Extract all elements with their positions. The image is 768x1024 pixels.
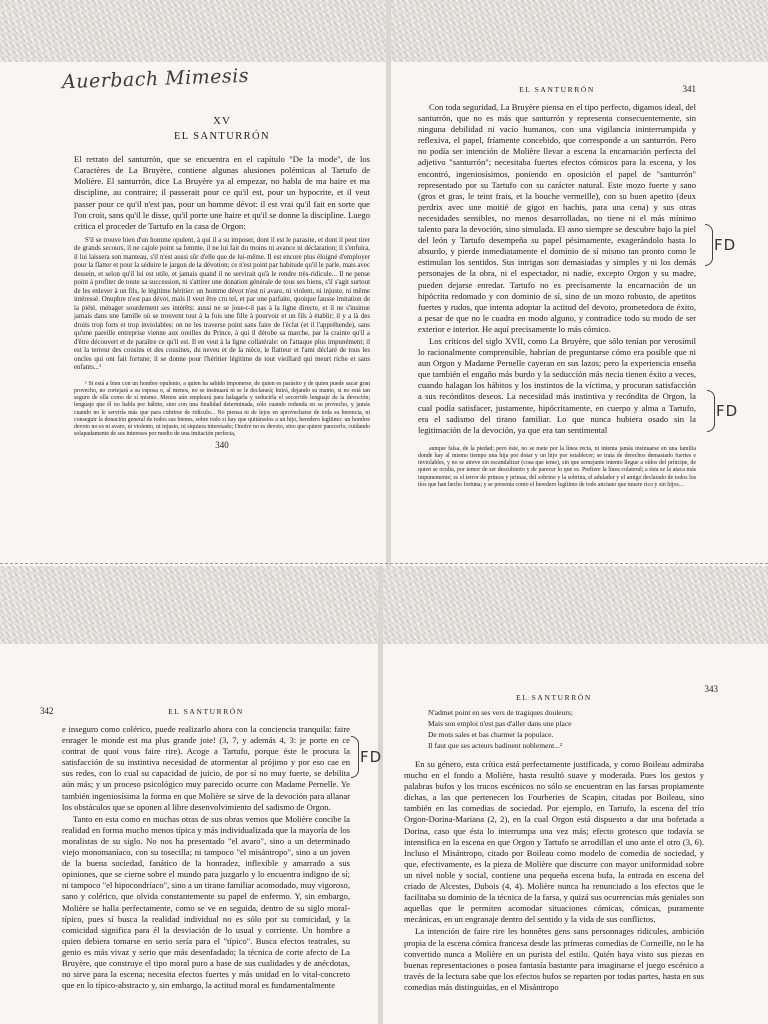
paragraph: El retrato del santurrón, que se encuentra en el capítulo "De la mode", de los Caractères de La Bruyère, contiene algunas alusiones polémicas al Tartufo de Molière. El santurrón, dice La Bruyère ya al empezar, no habla de ma haire et ma discipline, au contraire; il passerait pour ce qu'il est, pour un hypocrite, et il veut passer pour ce qu'il n'est pas, pour un homme dévot: il est vrai qu'il fait en sorte que l'on croit, sans qu'il le disse, qu'il porte une haire et qu'il se donne la discipline. Luego critica el proceder de Tartufo en la casa de Orgon: xyxy=(74,154,370,231)
page-number: 341 xyxy=(682,84,696,94)
page-340 xyxy=(74,116,370,452)
running-head: EL SANTURRÓN xyxy=(516,693,592,702)
paragraph: La intención de faire rire les honnêtes gens sans personnages ridicules, ambición propia de la escena cómica francesa desde las primeras comedias de Corneille, no le ha convertido nunca a Molière en un purista del estilo. Quién haya visto sus piezas en buenas representaciones o posea fantasía bastante para imaginarse el juego escénico a través de la lectura sabe que los efectos bufos se reparten por todas partes, hasta en sus comedias más distinguidas, en el Misántropo xyxy=(404,926,704,992)
running-head: EL SANTURRÓN xyxy=(168,707,244,716)
page-341 xyxy=(418,84,696,490)
margin-note: FD xyxy=(714,236,737,254)
page-number: 340 xyxy=(215,440,229,451)
book-gutter xyxy=(386,0,391,566)
page-number: 343 xyxy=(704,684,718,694)
page-header xyxy=(40,706,350,718)
margin-note: FD xyxy=(360,748,383,766)
page-header xyxy=(404,684,718,704)
paragraph: En su género, esta crítica está perfectamente justificada, y como Boileau admiraba mucho en el fondo a Molière, hasta resultó suave y moderada. Pues los gestos y palabras bufos y los trucos escénicos no sólo se encuentran en las farsas propiamente dichas, a las que pertenecen los Fourberies de Scapin, citadas por Boileau, sino también en las comedias de sociedad. Por ejemplo, en Tartufo, la escena del trío Orgon-Dorina-Mariana (2, 2), en la cual Orgon está dispuesto a dar una bofetada a Dorina, caso que ésta lo interrumpa una vez más; efecto grotesco que todavía se intensifica en la escena en que Orgon y Tartufo se arrodillan el uno ante el otro (3, 6). Incluso el Misántropo, citado por Boileau como modelo de comedia de sociedad, y que, efectivamente, es la pieza de Molière que discurre con mayor uniformidad sobre un nivel noble y social, contiene una pequeña escena bufa, la entrada en escena del criado de Alcestes, Dubois (4, 4). Molière nunca ha renunciado a los efectos que le facilitaba su dominio de la técnica de la farsa, y quizá sus ocurrencias más geniales son aquellas que le permiten acomodar situaciones cómicas, cómicas, puramente mecánicas, en un engranaje dentro del sentido y la vida de sus conflictos. xyxy=(404,759,704,925)
margin-note: FD xyxy=(716,402,739,420)
verse-line: De mots sales et bas charmer la populace. xyxy=(428,730,554,739)
scan-noise-middle xyxy=(0,566,768,644)
chapter-title: EL SANTURRÓN xyxy=(173,131,271,143)
page-343 xyxy=(404,684,718,994)
paragraph: e inseguro como colérico, puede realizarlo ahora con la conciencia tranquila: faire enrager le monde est ma plus grande joie! (3, 7, y además 4, 3: je porte en ce contrat de quoi vous faire rire). Acoge a Tartufo, porque éste le procura la satisfacción de su instintiva necesidad de atormentar al prójimo y por eso cae en sus redes, con lo cual su capacidad de juicio, de por sí no muy fuerte, se debilita aún más; y un proceso psicológico muy parecido ocurre con Madame Pernelle. Ye también ingeniosísima la forma en que Molière se sirve de la devoción para allanar los obstáculos que se oponen al libre desenvolvimiento del sadismo de Orgon. xyxy=(62,724,350,812)
footnote: aunque falsa, de la piedad; pero éste, no se mete por la línea recta, ni intenta jamás insinuarse en una familia donde hay al mismo tiempo una hija por dotar y un hijo por establecer; se trata de derechos demasiado fuertes e inviolables, y no se atreve sin escandalizar (cosa que teme), sin que semejante intento llegue a oídos del príncipe, de quien se oculta, por temor de ser descubierto y de parecer lo que es. Prefiere la línea colateral; a ésta se la ataca más impunemente; es el terror de primos y primas, del sobrino y la sobrina, el adulador y el amigo declarado de todos los tíos que han hecho fortuna; y se presenta como el heredero legítimo de todo anciano que muere rico y sin hijos... xyxy=(418,445,696,488)
sheet-divider xyxy=(0,563,768,564)
page-number: 342 xyxy=(40,706,54,716)
paragraph: Tanto en esta como en muchas otras de sus obras vemos que Molière concibe la realidad en forma mucho menos típica y más individualizada que la mayoría de los moralistas de su siglo. No nos ha presentado "el avaro", sino a un determinado viejo monomaníaco, con su tosecilla; ni tampoco "el misántropo", sino a un joven de la buena sociedad, fanático de la honradez, inflexible y amarrado a sus opiniones, que se cierne sobre el mundo para juzgarlo y lo encuentra indigno de sí; ni tampoco "el hipocondríaco", sino a un tirano familiar acomodado, muy vigoroso, sano y colérico, que olvida constantemente su papel de enfermo. Y, sin embargo, Molière se halla perfectamente, como se ve en seguida, dentro de su siglo moral-típico, pues sí busca la realidad individual no es sólo por su comicidad, y la comicidad significa para él la desviación de lo usual y corriente. Un hombre a quien debiera tomarse en serio sería para el "típico". Busca efectos teatrales, su genio es más vivaz y serio que más desenfadado; la técnica de corte afecto de La Bruyère, que construye el tipo moral puro a base de sus cualidades y de anécdotas, no sirve para la escena; necesita efectos fuertes y más unidad en lo vital-concreto que en lo típico-abstracto y, sin embargo, la actitud moral es fundamentalmente xyxy=(62,813,350,991)
footnote: ¹ Si está a bien con un hombre opulento, a quien ha sabido imponerse, de quien es parásito y de quien puede sacar gran provecho, no cortejará a su esposa o, al menos, no se insinuará ni se le declarará; huirá, dejando su manto, si no está tan seguro de ella como de sí mismo. Menos aún empleará para halagarla y seducirla el socorrido lenguaje de la devoción; lenguaje que él no habla por hábito, sino con una finalidad determinada, sólo cuando redunda en su provecho, y jamás cuando no le serviría más que para cubrirse de ridículo... No piensa ni de lejos en aprovecharse de toda su herencia, ni conseguir la donación general de todos sus bienes, sobre todo si hay que quitárselos a un hijo, heredero legítimo: un hombre devoto no es ni avaro, ni violento, ni injusto, ni siquiera interesado; Onofre no es devoto, sino que quiere parecerlo, cuidando solapadamente de sus intereses por medio de una imitación perfecta, xyxy=(74,380,370,438)
chapter-number: XV xyxy=(213,115,231,127)
verse-line: Mais son emploi n'est pas d'aller dans une place xyxy=(428,719,572,728)
page-header xyxy=(418,84,696,96)
running-head: EL SANTURRÓN xyxy=(519,85,595,94)
book-gutter xyxy=(378,566,383,1024)
verse-line: Il faut que ses acteurs badinent noblement...² xyxy=(428,741,563,750)
paragraph: Los críticos del siglo XVII, como La Bruyère, que sólo tenían por verosímil lo racionalmente comprensible, habrían de preguntarse cómo era posible que ni aun Orgon y Madame Pernelle cayeran en sus lazos; pero la experiencia enseña que también el engaño más burdo y la seducción más necia tienen éxito a veces, cuando halagan los hábitos y los instintos de la víctima, y procuran satisfacción a sus recónditos deseos. La necesidad más instintiva y recóndita de Orgon, la cual podía satisfacer, justamente, hipócritamente, en cuerpo y alma a Tartufo, era el sadismo del tirano familiar. Lo que nunca hubiera osado sin la legitimación de la devoción, ya que era tan sentimental xyxy=(418,335,696,435)
scan-noise-top xyxy=(0,0,768,62)
page-342 xyxy=(40,706,350,992)
bottom-scan-sheet xyxy=(0,566,768,1024)
paragraph: Con toda seguridad, La Bruyère piensa en el tipo perfecto, digamos ideal, del santurrón, que no es más que santurrón y representa consecuentemente, sin ninguna debilidad ni vacío humanos, con una vigilancia ininterrumpida y reflexiva, el papel, fríamente concebido, que corresponde a un santurrón. Pero no podía ser intención de Molière llevar a escena la encarnación perfecta del adjetivo "santurrón"; necesitaba fuertes efectos cómicos para la escena, y los encontró, ingeniosísimos, poniendo en oposición el papel de "santurrón" representado por su Tartufo con su carácter natural. Este mozo fuerte y sano (gros et gras, le teint frais, et la bouche vermeille), con su buen apetito (deux perdrix avec une moitié de gigot en hachis, para una cena) y sus otras necesidades sensibles, no menos desarrolladas, no tiene ni el más mínimo talento para la devoción, sino simulada. El asno siempre se descubre bajo la piel del león y Tartufo desempeña su papel pésimamente, exagerándolo hasta lo absurdo, y pierde inmediatamente el dominio de sí mismo tan pronto como le estimulan los sentidos. Sus intrigas son demasiadas y simples y ni los demás personajes de la obra, ni el espectador, ni nadie, excepto Orgon y su madre, pueden dejarse enredar. Tartufo no es precisamente la encarnación de un hipócrita redomado y con dominio de sí, sino de un mozo robusto, de apetitos fuertes y rudos, que intenta adoptar la actitud del devoto, prometedora de éxito, a pesar de que no le cuadra en modo alguno, y contradice todo su modo de ser exterior e interior. He aquí precisamente lo más cómico. xyxy=(418,102,696,334)
french-quote: S'il se trouve bien d'un homme opulent, à qui il a su imposer, dont il est le parasite, et dont il peut tirer de grands secours, il ne cajole point sa femme, il ne lui fait du moins ni avance ni déclaration; il s'enfuira, il lui laissera son manteau, s'il n'est aussi sûr d'elle que de lui-même. Il est encore plus éloigné d'employer pour la flatter et pour la séduire le jargon de la dévotion; ce n'est point par habitude qu'il le parle, mais avec dessein, et selon qu'il lui est utile, et jamais quand il ne servirait qu'à le rendre très-ridicule... Il ne pense point à profiter de toute sa succession, ni s'attirer une donation générale de tous ses biens, s'il s'agit surtout de les enlever à un fils, le légitime héritier: un homme dévot n'est ni avare, ni violent, ni injuste, ni même intéressé. Onuphre n'est pas dévot, mais il veut être cru tel, et par une parfaite, quoique fausse imitation de la piété, ménager sourdement ses intérêts: aussi ne se joue-t-il pas à la ligne directe, et il ne s'insinue jamais dans une famille où se trouvent tout à la fois une fille à pourvoir et un fils à établir; il y a là des droits trop forts et trop inviolables: on ne les traverse point sans faire de l'éclat (et il l'appréhende), sans qu'une pareille entreprise vienne aux oreilles du Prince, à qui il dérobe sa marche, par la crainte qu'il a d'être découvert et de paraître ce qu'il est. Il en veut à la ligne collatérale: on l'attaque plus impunément; il est la terreur des cousins et des cousines, du neveu et de la nièce, le flatteur et l'ami déclaré de tous les oncles qui ont fait fortune; il se donne pour l'héritier légitime de tout vieillard qui meurt riche et sans enfants...¹ xyxy=(74,236,370,372)
verse-line: N'admet point en ses vers de tragiques douleurs; xyxy=(428,708,573,717)
handwritten-note: Auerbach Mimesis xyxy=(61,64,250,94)
